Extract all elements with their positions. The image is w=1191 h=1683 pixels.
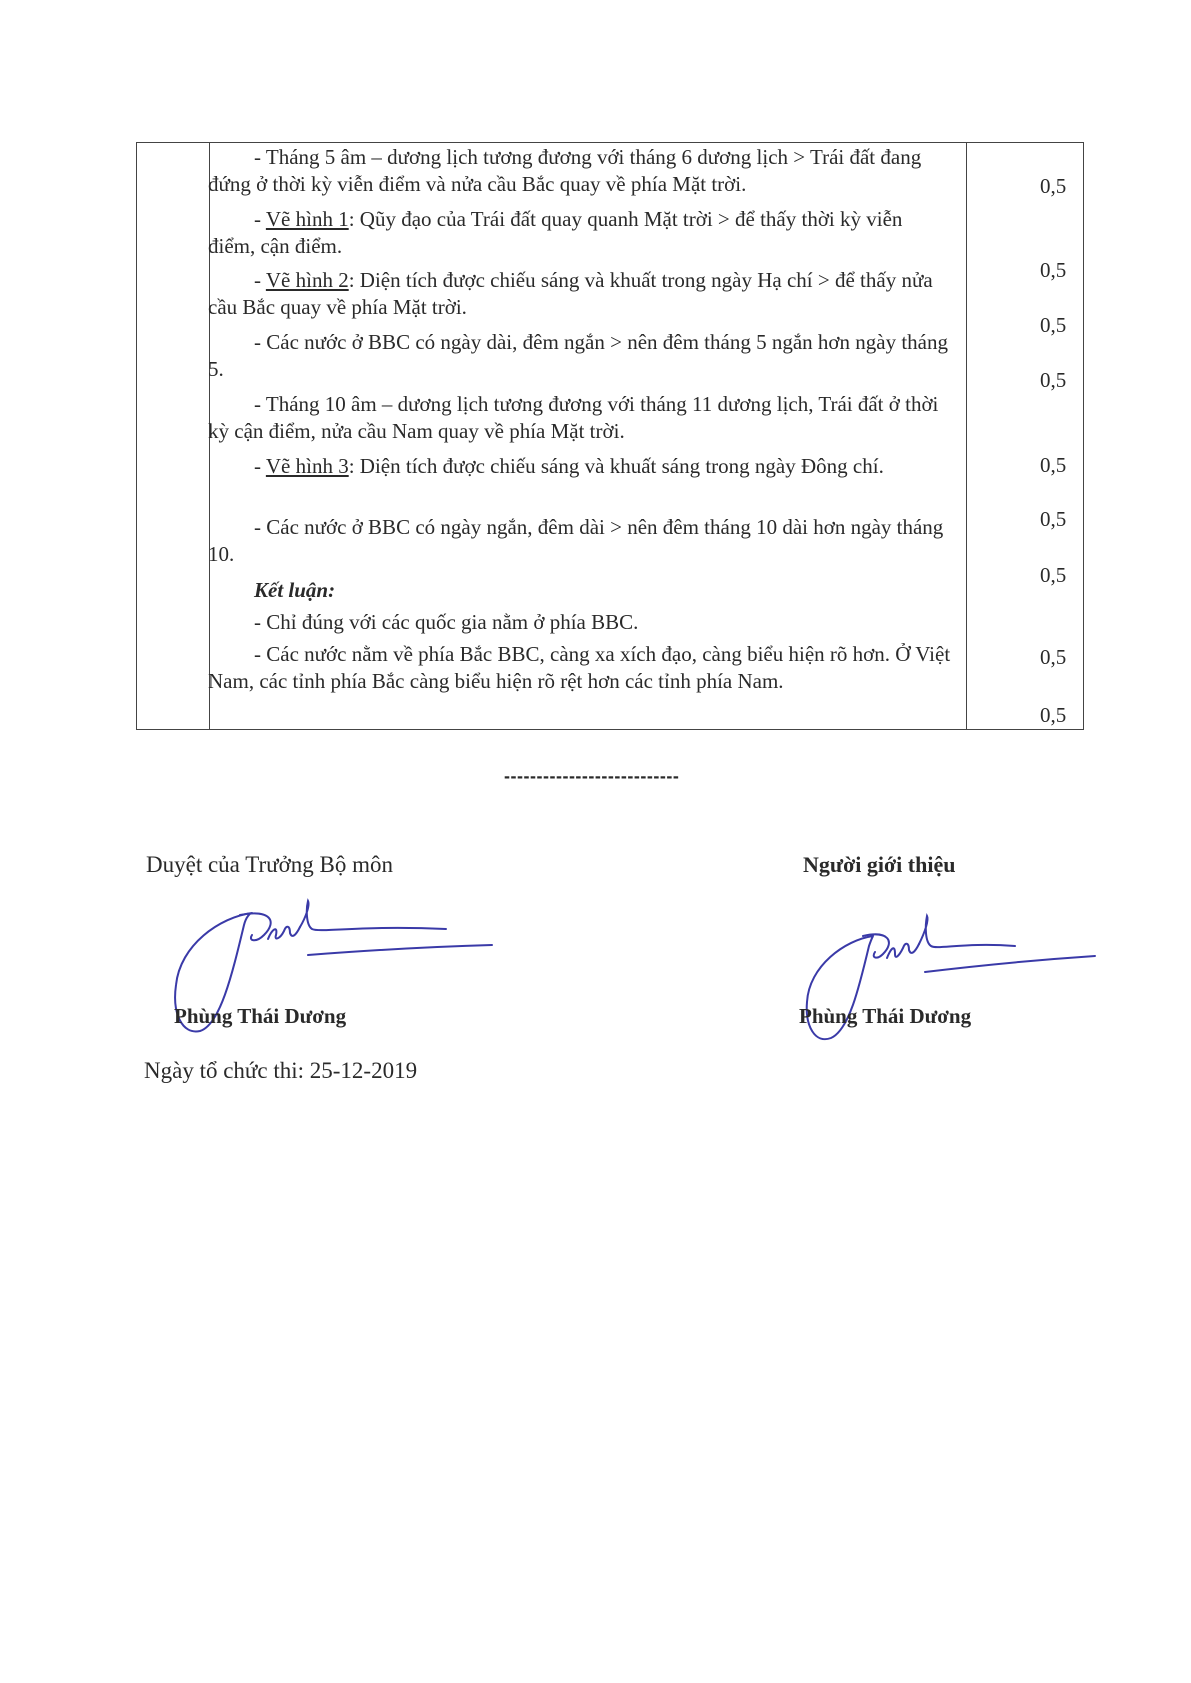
paragraph-text: - Chỉ đúng với các quốc gia nằm ở phía BBC. <box>254 610 639 634</box>
answer-paragraph-5 <box>208 391 953 445</box>
score-value: 0,5 <box>1040 174 1067 198</box>
introducer-label: Người giới thiệu <box>803 852 956 877</box>
score-value: 0,5 <box>1040 507 1067 531</box>
answer-paragraph-8 <box>208 609 953 636</box>
paragraph-text: : Diện tích được chiếu sáng và khuất trong ngày Hạ chí > để thấy nửa cầu Bắc quay về phía Mặt trời. <box>208 268 933 319</box>
introducer-signer-name: Phùng Thái Dương <box>799 1004 972 1028</box>
bullet-dash: - <box>254 268 266 292</box>
conclusion-heading-text: Kết luận: <box>254 578 336 602</box>
score-value: 0,5 <box>1040 258 1067 282</box>
bullet-dash: - <box>254 454 266 478</box>
conclusion-heading <box>208 577 953 604</box>
score-value: 0,5 <box>1040 453 1067 477</box>
bullet-dash: - <box>254 207 266 231</box>
answer-paragraph-2 <box>208 206 953 260</box>
introducer-signature <box>795 910 1095 1050</box>
underlined-label: Vẽ hình 1 <box>265 207 349 231</box>
answer-paragraph-6 <box>208 453 953 480</box>
paragraph-text: - Các nước nằm về phía Bắc BBC, càng xa xích đạo, càng biểu hiện rõ hơn. Ở Việt Nam, các tỉnh phía Bắc càng biểu hiện rõ rệt hơn các tỉnh phía Nam. <box>208 642 951 693</box>
answer-paragraph-9 <box>208 641 953 695</box>
score-value: 0,5 <box>1040 563 1067 587</box>
approval-label: Duyệt của Trưởng Bộ môn <box>146 852 393 877</box>
score-value: 0,5 <box>1040 313 1067 337</box>
paragraph-text: : Qũy đạo của Trái đất quay quanh Mặt trời > để thấy thời kỳ viễn điểm, cận điểm. <box>208 207 903 258</box>
approval-signer-name: Phùng Thái Dương <box>174 1004 347 1028</box>
underlined-label: Vẽ hình 3 <box>265 454 349 478</box>
paragraph-text: - Tháng 10 âm – dương lịch tương đương với tháng 11 dương lịch, Trái đất ở thời kỳ cận điểm, nửa cầu Nam quay về phía Mặt trời. <box>208 392 939 443</box>
paragraph-text: - Các nước ở BBC có ngày dài, đêm ngắn > nên đêm tháng 5 ngắn hơn ngày tháng 5. <box>208 330 948 381</box>
paragraph-text: - Các nước ở BBC có ngày ngắn, đêm dài > nên đêm tháng 10 dài hơn ngày tháng 10. <box>208 515 944 566</box>
paragraph-text: - Tháng 5 âm – dương lịch tương đương với tháng 6 dương lịch > Trái đất đang đứng ở thời kỳ viễn điểm và nửa cầu Bắc quay về phía Mặt trời. <box>208 145 922 196</box>
answer-paragraph-4 <box>208 329 953 383</box>
score-cell <box>967 143 1084 730</box>
answer-paragraph-1 <box>208 144 953 198</box>
paragraph-text: : Diện tích được chiếu sáng và khuất sáng trong ngày Đông chí. <box>348 454 884 478</box>
score-value: 0,5 <box>1040 703 1067 727</box>
exam-date: Ngày tổ chức thi: 25-12-2019 <box>144 1058 418 1083</box>
answer-paragraph-7 <box>208 514 953 568</box>
score-value: 0,5 <box>1040 645 1067 669</box>
underlined-label: Vẽ hình 2 <box>265 268 349 292</box>
section-divider: --------------------------- <box>504 766 680 786</box>
question-number-cell <box>137 143 210 730</box>
score-value: 0,5 <box>1040 368 1067 392</box>
answer-paragraph-3 <box>208 267 953 321</box>
